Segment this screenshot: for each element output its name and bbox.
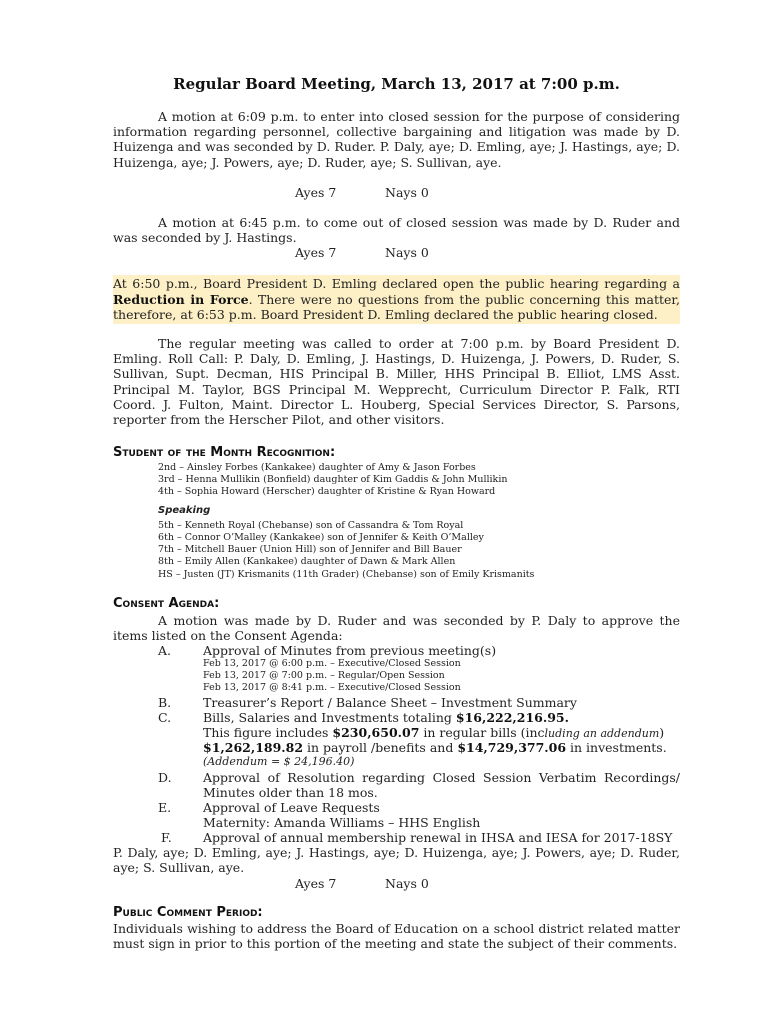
agenda-letter: F.	[161, 830, 172, 845]
minutes-entry: Feb 13, 2017 @ 7:00 p.m. – Regular/Open Session	[203, 670, 445, 681]
nays-count: Nays 0	[385, 245, 429, 260]
speaking-label: Speaking	[158, 505, 211, 516]
call-to-order-paragraph: The regular meeting was called to order at 7:00 p.m. by Board President D. Emling. Roll Call: P. Daly, D. Emling, J. Hastings, D. Huizenga, J. Powers, D. Ruder, S. Sullivan, Supt. Decman, HIS Principal B. Miller, HHS Principal B. Elliot, LMS Asst. Principal M. Taylor, BGS Principal M. Wepprecht, Curriculum Director P. Falk, RTI Coord. J. Fulton, Maint. Director L. Houberg, Special Services Director, S. Parsons, reporter from the Herscher Pilot, and other visitors.	[113, 336, 680, 428]
agenda-text: Approval of annual membership renewal in IHSA and IESA for 2017-18SY	[203, 830, 673, 845]
speaking-list-item: HS – Justen (JT) Krismanits (11th Grader) (Chebanse) son of Emily Krismanits	[158, 569, 535, 580]
bills-breakdown-text: in regular bills (inc	[419, 725, 545, 740]
payroll-amount: $1,262,189.82	[203, 740, 304, 755]
investments-amount: $14,729,377.06	[457, 740, 567, 755]
student-list-item: 2nd – Ainsley Forbes (Kankakee) daughter of Amy & Jason Forbes	[158, 462, 476, 473]
nays-count: Nays 0	[385, 185, 429, 200]
ayes-count: Ayes 7	[295, 245, 337, 260]
ayes-count: Ayes 7	[295, 876, 337, 891]
ayes-count: Ayes 7	[295, 185, 337, 200]
speaking-list-item: 8th – Emily Allen (Kankakee) daughter of Dawn & Mark Allen	[158, 556, 456, 567]
regular-bills-amount: $230,650.07	[332, 725, 420, 740]
agenda-letter: A.	[158, 643, 172, 658]
leave-request-detail: Maternity: Amanda Williams – HHS English	[203, 815, 481, 830]
student-of-month-heading: Student of the Month Recognition:	[113, 445, 336, 460]
public-hearing-paragraph	[113, 275, 680, 324]
bills-breakdown	[203, 725, 680, 741]
agenda-text: Treasurer’s Report / Balance Sheet – Investment Summary	[203, 695, 577, 710]
reduction-in-force-term: Reduction in Force	[113, 291, 249, 307]
addendum-amount: (Addendum = $ 24,196.40)	[203, 755, 355, 768]
consent-agenda-heading: Consent Agenda:	[113, 596, 220, 611]
vote-tally-2	[295, 245, 429, 260]
student-list-item: 4th – Sophia Howard (Herscher) daughter of Kristine & Ryan Howard	[158, 486, 496, 497]
agenda-text: Approval of Resolution regarding Closed Session Verbatim Recordings/ Minutes older than 18 mos.	[203, 770, 680, 801]
agenda-text: Approval of Leave Requests	[203, 800, 380, 815]
student-list-item: 3rd – Henna Mullikin (Bonfield) daughter of Kim Gaddis & John Mullikin	[158, 474, 508, 485]
hearing-text-post: . There were no questions from the public concerning this matter, therefore, at 6:53 p.m. Board President D. Emling declared the public hearing closed.	[113, 291, 681, 322]
bills-breakdown-text: )	[659, 725, 665, 740]
consent-agenda-intro: A motion was made by D. Ruder and was seconded by P. Daly to approve the items listed on the Consent Agenda:	[113, 613, 680, 644]
payroll-breakdown	[203, 740, 680, 755]
payroll-text: in investments.	[566, 740, 667, 755]
agenda-text: Approval of Minutes from previous meeting(s)	[203, 643, 497, 658]
bills-total: $16,222,216.95.	[455, 710, 569, 725]
agenda-letter: E.	[158, 800, 172, 815]
speaking-list-item: 7th – Mitchell Bauer (Union Hill) son of Jennifer and Bill Bauer	[158, 544, 462, 555]
hearing-text-pre: At 6:50 p.m., Board President D. Emling declared open the public hearing regarding a	[113, 276, 680, 291]
minutes-entry: Feb 13, 2017 @ 6:00 p.m. – Executive/Closed Session	[203, 658, 461, 669]
bills-breakdown-text: This figure includes	[203, 725, 333, 740]
payroll-text: in payroll /benefits and	[303, 740, 458, 755]
agenda-letter: C.	[158, 710, 172, 725]
vote-tally-1	[295, 185, 429, 200]
addendum-note: luding an addendum	[544, 727, 660, 740]
motion-closed-session: A motion at 6:09 p.m. to enter into closed session for the purpose of considering information regarding personnel, collective bargaining and litigation was made by D. Huizenga and was seconded by D. Ruder. P. Daly, aye; D. Emling, aye; J. Hastings, aye; D. Huizenga, aye; J. Powers, aye; D. Ruder, aye; S. Sullivan, aye.	[113, 109, 680, 170]
speaking-list-item: 5th – Kenneth Royal (Chebanse) son of Cassandra & Tom Royal	[158, 520, 464, 531]
public-comment-text: Individuals wishing to address the Board of Education on a school district related matter must sign in prior to this portion of the meeting and state the subject of their comments.	[113, 921, 680, 952]
vote-tally-3	[295, 876, 429, 891]
motion-open-session: A motion at 6:45 p.m. to come out of closed session was made by D. Ruder and was seconded by J. Hastings.	[113, 215, 680, 246]
agenda-letter: D.	[158, 770, 172, 785]
speaking-list-item: 6th – Connor O’Malley (Kankakee) son of Jennifer & Keith O’Malley	[158, 532, 484, 543]
public-comment-heading: Public Comment Period:	[113, 905, 263, 920]
agenda-text	[203, 710, 680, 725]
nays-count: Nays 0	[385, 876, 429, 891]
bills-text: Bills, Salaries and Investments totaling	[203, 710, 456, 725]
consent-roll-call: P. Daly, aye; D. Emling, aye; J. Hastings, aye; D. Huizenga, aye; J. Powers, aye; D. Ruder, aye; S. Sullivan, aye.	[113, 845, 680, 876]
agenda-letter: B.	[158, 695, 172, 710]
minutes-entry: Feb 13, 2017 @ 8:41 p.m. – Executive/Closed Session	[203, 682, 461, 693]
page-title: Regular Board Meeting, March 13, 2017 at 7:00 p.m.	[173, 75, 620, 93]
